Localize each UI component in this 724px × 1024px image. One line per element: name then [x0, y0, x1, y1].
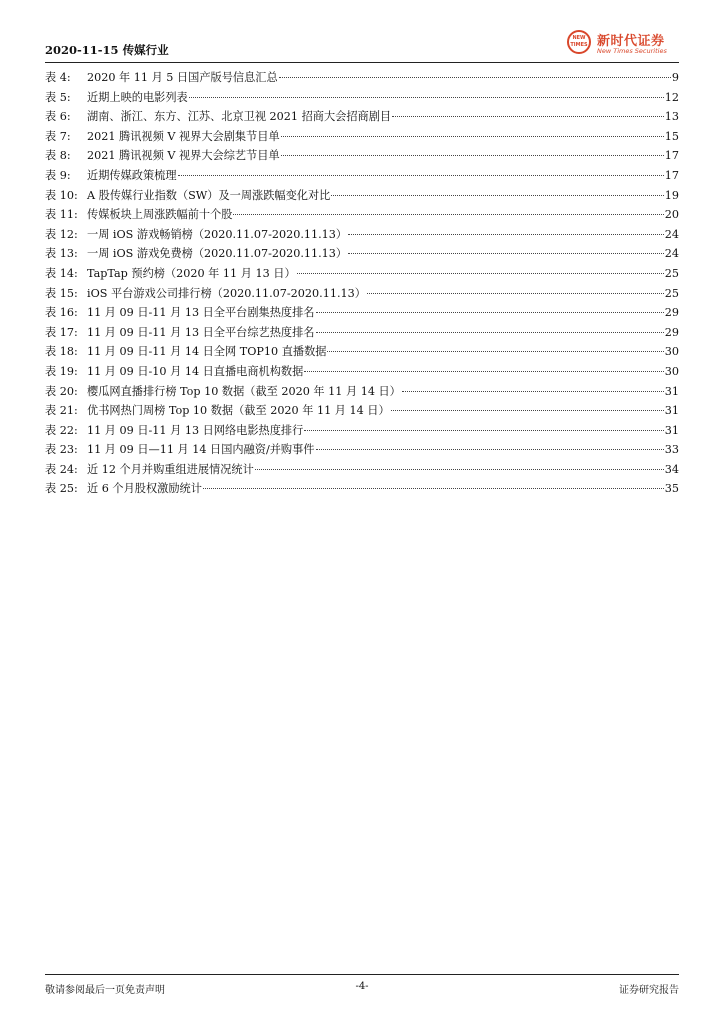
toc-entry[interactable] [45, 205, 679, 225]
toc-page-number: 31 [664, 423, 679, 437]
toc-title: 2021 腾讯视频 V 视界大会综艺节目单 [87, 149, 280, 163]
toc-title: 一周 iOS 游戏免费榜（2020.11.07-2020.11.13） [87, 247, 348, 261]
toc-title: 11 月 09 日-11 月 13 日全平台剧集热度排名 [87, 306, 315, 320]
toc-label: 表 11: [45, 208, 78, 222]
toc-entry[interactable] [45, 303, 679, 323]
toc-entry[interactable] [45, 244, 679, 264]
toc-title: 一周 iOS 游戏畅销榜（2020.11.07-2020.11.13） [87, 227, 348, 241]
toc-leader-dots [402, 391, 664, 392]
toc-label: 表 9: [45, 168, 71, 182]
toc-label: 表 15: [45, 286, 78, 300]
toc-entry[interactable] [45, 166, 679, 186]
toc-label: 表 16: [45, 306, 78, 320]
toc-page-number: 15 [664, 129, 679, 143]
toc-title: 11 月 09 日-10 月 14 日直播电商机构数据 [87, 364, 304, 378]
toc-entry[interactable] [45, 323, 679, 343]
toc-entry[interactable] [45, 479, 679, 499]
toc-label: 表 23: [45, 443, 78, 457]
toc-title: 近期上映的电影列表 [87, 90, 188, 104]
toc-leader-dots [255, 469, 664, 470]
toc-title: 樱瓜网直播排行榜 Top 10 数据（截至 2020 年 11 月 14 日） [87, 384, 401, 398]
toc-label: 表 6: [45, 110, 71, 124]
toc-entry[interactable] [45, 107, 679, 127]
page-header [45, 28, 679, 63]
toc-page-number: 24 [664, 227, 679, 241]
toc-entry[interactable] [45, 342, 679, 362]
toc-leader-dots [281, 155, 664, 156]
toc-label: 表 17: [45, 325, 78, 339]
toc-entry[interactable] [45, 186, 679, 206]
toc-entry[interactable] [45, 421, 679, 441]
toc-page-number: 25 [664, 266, 679, 280]
toc-label: 表 24: [45, 462, 78, 476]
toc-leader-dots [304, 430, 663, 431]
toc-label: 表 14: [45, 266, 78, 280]
toc-leader-dots [331, 195, 663, 196]
toc-label: 表 25: [45, 482, 78, 496]
toc-page-number: 29 [664, 306, 679, 320]
toc-label: 表 20: [45, 384, 78, 398]
toc-leader-dots [327, 351, 663, 352]
logo-badge-icon: NEW TIMES [567, 30, 591, 54]
toc-page-number: 19 [664, 188, 679, 202]
toc-entry[interactable] [45, 284, 679, 304]
toc-entry[interactable] [45, 382, 679, 402]
toc-entry[interactable] [45, 146, 679, 166]
toc-entry[interactable] [45, 88, 679, 108]
toc-page-number: 30 [664, 364, 679, 378]
toc-page-number: 33 [664, 443, 679, 457]
toc-leader-dots [233, 214, 663, 215]
toc-title: 近 6 个月股权激励统计 [87, 482, 202, 496]
toc-page-number: 17 [664, 149, 679, 163]
toc-leader-dots [348, 253, 664, 254]
toc-title: A 股传媒行业指数（SW）及一周涨跌幅变化对比 [87, 188, 331, 202]
toc-label: 表 8: [45, 149, 71, 163]
footer-page-number: -4- [355, 981, 369, 992]
toc-label: 表 4: [45, 71, 71, 84]
toc-page-number: 9 [671, 71, 679, 84]
toc-label: 表 12: [45, 227, 78, 241]
toc-entry[interactable] [45, 362, 679, 382]
toc-title: 11 月 09 日-11 月 13 日网络电影热度排行 [87, 423, 304, 437]
toc-leader-dots [189, 97, 664, 98]
toc-title: 优书网热门周榜 Top 10 数据（截至 2020 年 11 月 14 日） [87, 404, 390, 418]
toc-title: 近期传媒政策梳理 [87, 168, 177, 182]
table-of-contents [45, 68, 679, 499]
toc-label: 表 22: [45, 423, 78, 437]
toc-title: 11 月 09 日-11 月 14 日全网 TOP10 直播数据 [87, 345, 327, 359]
toc-label: 表 18: [45, 345, 78, 359]
toc-page-number: 29 [664, 325, 679, 339]
toc-leader-dots [304, 371, 663, 372]
toc-label: 表 10: [45, 188, 78, 202]
toc-title: 湖南、浙江、东方、江苏、北京卫视 2021 招商大会招商剧目 [87, 110, 392, 124]
toc-page-number: 25 [664, 286, 679, 300]
toc-page-number: 30 [664, 345, 679, 359]
toc-label: 表 5: [45, 90, 71, 104]
toc-entry[interactable] [45, 460, 679, 480]
toc-label: 表 13: [45, 247, 78, 261]
toc-leader-dots [178, 175, 664, 176]
toc-page-number: 24 [664, 247, 679, 261]
header-date-industry: 2020-11-15 传媒行业 [45, 43, 169, 57]
toc-title: 2020 年 11 月 5 日国产版号信息汇总 [87, 71, 278, 84]
toc-leader-dots [279, 77, 671, 78]
toc-page-number: 20 [664, 208, 679, 222]
toc-leader-dots [348, 234, 664, 235]
toc-leader-dots [367, 293, 664, 294]
toc-title: 11 月 09 日-11 月 13 日全平台综艺热度排名 [87, 325, 315, 339]
toc-entry[interactable] [45, 264, 679, 284]
toc-entry[interactable] [45, 401, 679, 421]
toc-title: 近 12 个月并购重组进展情况统计 [87, 462, 254, 476]
toc-leader-dots [391, 410, 664, 411]
toc-entry[interactable] [45, 440, 679, 460]
toc-title: 2021 腾讯视频 V 视界大会剧集节目单 [87, 129, 280, 143]
toc-page-number: 17 [664, 168, 679, 182]
toc-label: 表 21: [45, 404, 78, 418]
toc-title: TapTap 预约榜（2020 年 11 月 13 日） [87, 266, 296, 280]
toc-leader-dots [316, 332, 664, 333]
logo-english-name: New Times Securities [597, 47, 667, 55]
toc-page-number: 13 [664, 110, 679, 124]
footer-disclaimer: 敬请参阅最后一页免责声明 [45, 985, 165, 996]
toc-leader-dots [392, 116, 664, 117]
toc-title: iOS 平台游戏公司排行榜（2020.11.07-2020.11.13） [87, 286, 366, 300]
toc-leader-dots [316, 312, 664, 313]
toc-entry[interactable] [45, 68, 679, 88]
toc-title: 传媒板块上周涨跌幅前十个股 [87, 208, 233, 222]
toc-title: 11 月 09 日—11 月 14 日国内融资/并购事件 [87, 443, 315, 457]
toc-leader-dots [281, 136, 664, 137]
toc-page-number: 35 [664, 482, 679, 496]
toc-page-number: 12 [664, 90, 679, 104]
toc-page-number: 34 [664, 462, 679, 476]
toc-page-number: 31 [664, 384, 679, 398]
toc-entry[interactable] [45, 225, 679, 245]
toc-page-number: 31 [664, 404, 679, 418]
toc-leader-dots [297, 273, 664, 274]
toc-leader-dots [316, 449, 664, 450]
toc-label: 表 19: [45, 364, 78, 378]
toc-label: 表 7: [45, 129, 71, 143]
footer-report-type: 证券研究报告 [619, 985, 679, 996]
page-footer [45, 974, 679, 999]
toc-leader-dots [203, 488, 664, 489]
toc-entry[interactable] [45, 127, 679, 147]
logo-chinese-name: 新时代证券 [597, 34, 665, 49]
company-logo [567, 30, 679, 58]
